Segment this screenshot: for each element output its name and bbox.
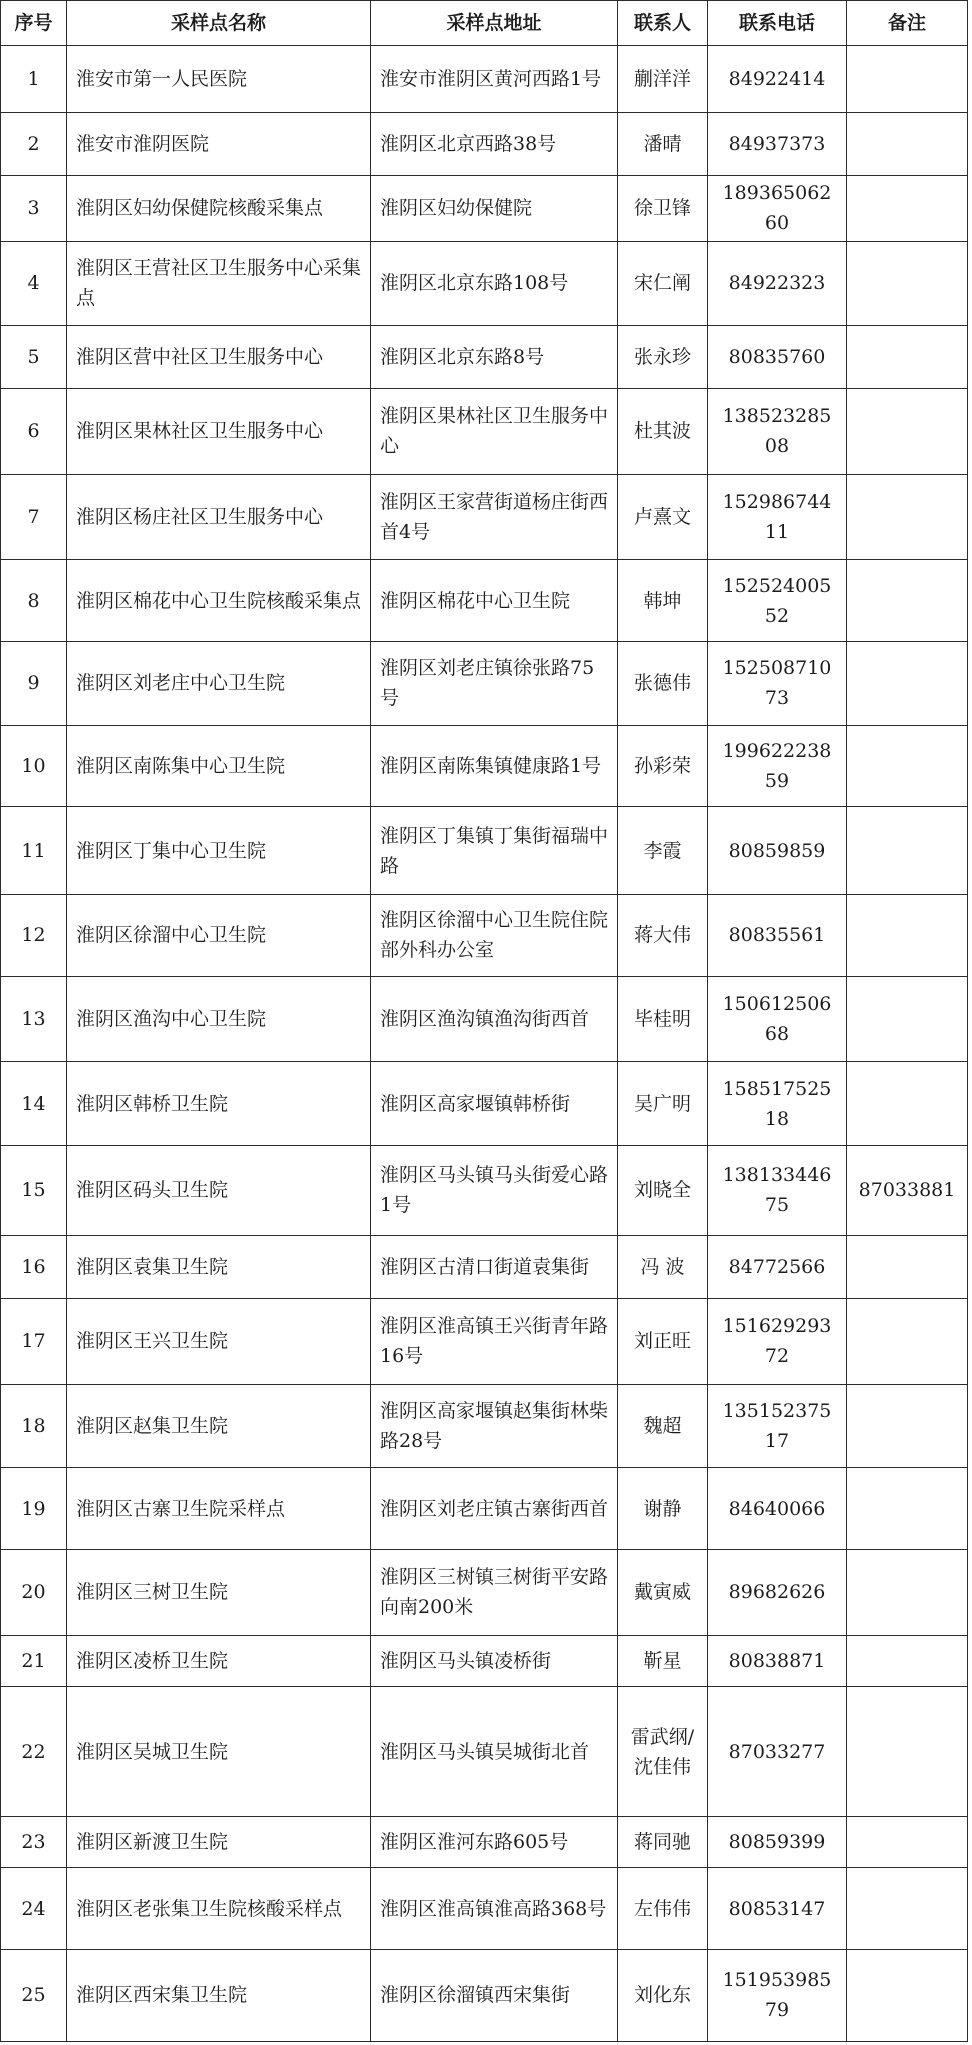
- cell-contact: 刘化东: [618, 1949, 708, 2041]
- cell-phone: 80859399: [708, 1817, 847, 1868]
- cell-no: 25: [1, 1949, 67, 2041]
- table-row: [1, 807, 968, 895]
- table-row: [1, 1817, 968, 1868]
- table-row: [1, 1868, 968, 1950]
- cell-name: 淮安市第一人民医院: [67, 46, 371, 113]
- cell-phone: 15162929372: [708, 1298, 847, 1384]
- cell-address: 淮阴区刘老庄镇古寨街西首: [371, 1468, 618, 1550]
- cell-address: 淮阴区果林社区卫生服务中心: [371, 388, 618, 474]
- cell-phone: 13852328508: [708, 388, 847, 474]
- cell-name: 淮阴区果林社区卫生服务中心: [67, 388, 371, 474]
- cell-address: 淮阴区淮高镇王兴街青年路16号: [371, 1298, 618, 1384]
- cell-address: 淮阴区马头镇凌桥街: [371, 1635, 618, 1686]
- cell-name: 淮阴区王营社区卫生服务中心采集点: [67, 241, 371, 325]
- cell-name: 淮阴区西宋集卫生院: [67, 1949, 371, 2041]
- cell-contact: 靳星: [618, 1635, 708, 1686]
- cell-no: 15: [1, 1145, 67, 1235]
- cell-no: 12: [1, 894, 67, 976]
- table-row: [1, 1235, 968, 1298]
- table-row: [1, 1145, 968, 1235]
- cell-address: 淮阴区古清口街道袁集街: [371, 1235, 618, 1298]
- cell-phone: 84937373: [708, 113, 847, 175]
- cell-no: 19: [1, 1468, 67, 1550]
- cell-address: 淮安市淮阴区黄河西路1号: [371, 46, 618, 113]
- cell-name: 淮阴区三树卫生院: [67, 1549, 371, 1635]
- header-note: 备注: [847, 1, 968, 46]
- cell-note: [847, 1549, 968, 1635]
- cell-phone: 15250871073: [708, 641, 847, 725]
- cell-note: [847, 113, 968, 175]
- cell-note: [847, 1468, 968, 1550]
- table-row: [1, 641, 968, 725]
- table-row: [1, 113, 968, 175]
- cell-name: 淮阴区赵集卫生院: [67, 1384, 371, 1468]
- cell-address: 淮阴区丁集镇丁集街福瑞中路: [371, 807, 618, 895]
- cell-note: [847, 474, 968, 560]
- cell-name: 淮阴区袁集卫生院: [67, 1235, 371, 1298]
- table-row: [1, 46, 968, 113]
- table-row: [1, 1635, 968, 1686]
- table-row: [1, 388, 968, 474]
- cell-phone: 15061250668: [708, 976, 847, 1062]
- table-row: [1, 894, 968, 976]
- cell-contact: 蒯洋洋: [618, 46, 708, 113]
- table-row: [1, 1298, 968, 1384]
- cell-address: 淮阴区淮河东路605号: [371, 1817, 618, 1868]
- cell-name: 淮阴区渔沟中心卫生院: [67, 976, 371, 1062]
- cell-phone: 80853147: [708, 1868, 847, 1950]
- cell-note: [847, 725, 968, 807]
- cell-phone: 84640066: [708, 1468, 847, 1550]
- cell-contact: 潘晴: [618, 113, 708, 175]
- cell-phone: 15195398579: [708, 1949, 847, 2041]
- header-row: [1, 1, 968, 46]
- table-row: [1, 1686, 968, 1817]
- table-row: [1, 976, 968, 1062]
- cell-no: 6: [1, 388, 67, 474]
- header-name: 采样点名称: [67, 1, 371, 46]
- cell-address: 淮阴区徐溜中心卫生院住院部外科办公室: [371, 894, 618, 976]
- cell-phone: 80859859: [708, 807, 847, 895]
- cell-name: 淮阴区刘老庄中心卫生院: [67, 641, 371, 725]
- cell-name: 淮阴区南陈集中心卫生院: [67, 725, 371, 807]
- cell-address: 淮阴区马头镇吴城街北首: [371, 1686, 618, 1817]
- cell-contact: 卢熹文: [618, 474, 708, 560]
- cell-no: 18: [1, 1384, 67, 1468]
- cell-note: [847, 1949, 968, 2041]
- cell-address: 淮阴区三树镇三树街平安路向南200米: [371, 1549, 618, 1635]
- cell-phone: 80835561: [708, 894, 847, 976]
- table-row: [1, 560, 968, 642]
- cell-note: [847, 46, 968, 113]
- cell-note: [847, 1062, 968, 1146]
- cell-phone: 13813344675: [708, 1145, 847, 1235]
- cell-name: 淮阴区码头卫生院: [67, 1145, 371, 1235]
- cell-name: 淮阴区营中社区卫生服务中心: [67, 325, 371, 388]
- header-address: 采样点地址: [371, 1, 618, 46]
- cell-note: [847, 1384, 968, 1468]
- cell-name: 淮阴区丁集中心卫生院: [67, 807, 371, 895]
- table-body: [1, 46, 968, 2042]
- cell-name: 淮阴区杨庄社区卫生服务中心: [67, 474, 371, 560]
- cell-note: [847, 1635, 968, 1686]
- table-row: [1, 1949, 968, 2041]
- cell-note: [847, 241, 968, 325]
- cell-contact: 雷武纲/沈佳伟: [618, 1686, 708, 1817]
- cell-name: 淮阴区古寨卫生院采样点: [67, 1468, 371, 1550]
- cell-note: [847, 1235, 968, 1298]
- cell-no: 23: [1, 1817, 67, 1868]
- cell-note: 87033881: [847, 1145, 968, 1235]
- cell-name: 淮阴区韩桥卫生院: [67, 1062, 371, 1146]
- cell-address: 淮阴区北京西路38号: [371, 113, 618, 175]
- cell-address: 淮阴区渔沟镇渔沟街西首: [371, 976, 618, 1062]
- cell-contact: 左伟伟: [618, 1868, 708, 1950]
- table-row: [1, 725, 968, 807]
- cell-contact: 蒋大伟: [618, 894, 708, 976]
- cell-no: 3: [1, 175, 67, 241]
- table-row: [1, 1384, 968, 1468]
- cell-contact: 宋仁阐: [618, 241, 708, 325]
- cell-contact: 孙彩荣: [618, 725, 708, 807]
- cell-address: 淮阴区棉花中心卫生院: [371, 560, 618, 642]
- cell-contact: 蒋同驰: [618, 1817, 708, 1868]
- cell-contact: 张永珍: [618, 325, 708, 388]
- cell-note: [847, 1298, 968, 1384]
- cell-contact: 徐卫锋: [618, 175, 708, 241]
- cell-name: 淮安市淮阴医院: [67, 113, 371, 175]
- cell-address: 淮阴区南陈集镇健康路1号: [371, 725, 618, 807]
- cell-phone: 84922323: [708, 241, 847, 325]
- cell-no: 4: [1, 241, 67, 325]
- table-row: [1, 325, 968, 388]
- cell-note: [847, 1868, 968, 1950]
- table-row: [1, 474, 968, 560]
- header-no: 序号: [1, 1, 67, 46]
- cell-name: 淮阴区新渡卫生院: [67, 1817, 371, 1868]
- table-row: [1, 175, 968, 241]
- cell-phone: 15252400552: [708, 560, 847, 642]
- cell-no: 17: [1, 1298, 67, 1384]
- cell-no: 22: [1, 1686, 67, 1817]
- cell-no: 5: [1, 325, 67, 388]
- cell-note: [847, 641, 968, 725]
- cell-note: [847, 388, 968, 474]
- cell-contact: 韩坤: [618, 560, 708, 642]
- cell-address: 淮阴区高家堰镇韩桥街: [371, 1062, 618, 1146]
- cell-note: [847, 976, 968, 1062]
- cell-name: 淮阴区王兴卫生院: [67, 1298, 371, 1384]
- cell-phone: 87033277: [708, 1686, 847, 1817]
- cell-no: 9: [1, 641, 67, 725]
- cell-no: 21: [1, 1635, 67, 1686]
- cell-contact: 冯 波: [618, 1235, 708, 1298]
- cell-note: [847, 807, 968, 895]
- cell-contact: 吴广明: [618, 1062, 708, 1146]
- cell-phone: 18936506260: [708, 175, 847, 241]
- cell-address: 淮阴区王家营街道杨庄街西首4号: [371, 474, 618, 560]
- cell-name: 淮阴区吴城卫生院: [67, 1686, 371, 1817]
- table-row: [1, 1549, 968, 1635]
- cell-no: 11: [1, 807, 67, 895]
- cell-contact: 刘晓全: [618, 1145, 708, 1235]
- cell-no: 8: [1, 560, 67, 642]
- cell-note: [847, 1686, 968, 1817]
- cell-no: 14: [1, 1062, 67, 1146]
- header-contact: 联系人: [618, 1, 708, 46]
- cell-phone: 84922414: [708, 46, 847, 113]
- cell-phone: 13515237517: [708, 1384, 847, 1468]
- cell-address: 淮阴区徐溜镇西宋集街: [371, 1949, 618, 2041]
- cell-name: 淮阴区凌桥卫生院: [67, 1635, 371, 1686]
- header-phone: 联系电话: [708, 1, 847, 46]
- cell-no: 24: [1, 1868, 67, 1950]
- cell-no: 2: [1, 113, 67, 175]
- cell-contact: 杜其波: [618, 388, 708, 474]
- cell-address: 淮阴区北京东路108号: [371, 241, 618, 325]
- cell-phone: 15851752518: [708, 1062, 847, 1146]
- cell-phone: 89682626: [708, 1549, 847, 1635]
- cell-address: 淮阴区马头镇马头街爱心路1号: [371, 1145, 618, 1235]
- cell-name: 淮阴区棉花中心卫生院核酸采集点: [67, 560, 371, 642]
- cell-note: [847, 175, 968, 241]
- cell-phone: 84772566: [708, 1235, 847, 1298]
- cell-note: [847, 894, 968, 976]
- cell-note: [847, 1817, 968, 1868]
- table-row: [1, 1468, 968, 1550]
- cell-address: 淮阴区北京东路8号: [371, 325, 618, 388]
- cell-no: 13: [1, 976, 67, 1062]
- cell-phone: 15298674411: [708, 474, 847, 560]
- cell-phone: 80835760: [708, 325, 847, 388]
- cell-address: 淮阴区妇幼保健院: [371, 175, 618, 241]
- cell-phone: 19962223859: [708, 725, 847, 807]
- cell-contact: 戴寅威: [618, 1549, 708, 1635]
- cell-contact: 谢静: [618, 1468, 708, 1550]
- cell-address: 淮阴区淮高镇淮高路368号: [371, 1868, 618, 1950]
- cell-note: [847, 560, 968, 642]
- cell-name: 淮阴区徐溜中心卫生院: [67, 894, 371, 976]
- cell-note: [847, 325, 968, 388]
- table-row: [1, 241, 968, 325]
- cell-name: 淮阴区老张集卫生院核酸采样点: [67, 1868, 371, 1950]
- cell-no: 7: [1, 474, 67, 560]
- cell-contact: 刘正旺: [618, 1298, 708, 1384]
- table-row: [1, 1062, 968, 1146]
- cell-no: 10: [1, 725, 67, 807]
- cell-contact: 魏超: [618, 1384, 708, 1468]
- cell-contact: 张德伟: [618, 641, 708, 725]
- cell-name: 淮阴区妇幼保健院核酸采集点: [67, 175, 371, 241]
- cell-no: 20: [1, 1549, 67, 1635]
- cell-no: 16: [1, 1235, 67, 1298]
- cell-contact: 毕桂明: [618, 976, 708, 1062]
- cell-contact: 李霞: [618, 807, 708, 895]
- cell-no: 1: [1, 46, 67, 113]
- cell-address: 淮阴区高家堰镇赵集街林柴路28号: [371, 1384, 618, 1468]
- cell-phone: 80838871: [708, 1635, 847, 1686]
- cell-address: 淮阴区刘老庄镇徐张路75号: [371, 641, 618, 725]
